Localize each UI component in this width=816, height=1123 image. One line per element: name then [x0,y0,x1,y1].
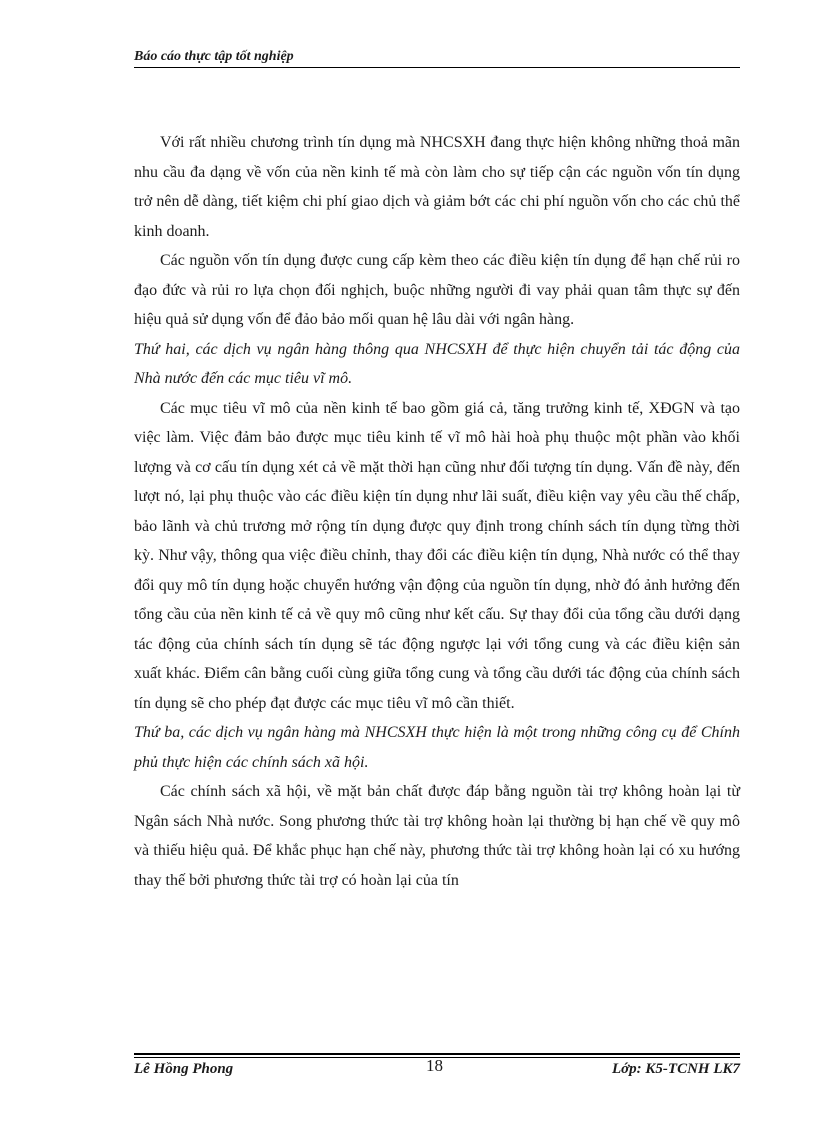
heading-second-point: Thứ hai, các dịch vụ ngân hàng thông qua NHCSXH để thực hiện chuyển tải tác động của Nhà nước đến các mục tiêu vĩ mô. [134,340,740,387]
page-header-title: Báo cáo thực tập tốt nghiệp [134,49,294,64]
footer-class-label: Lớp: K5-TCNH LK7 [611,1061,740,1077]
document-body [134,128,740,895]
heading-third-point: Thứ ba, các dịch vụ ngân hàng mà NHCSXH thực hiện là một trong những công cụ để Chính phủ thực hiện các chính sách xã hội. [134,724,740,771]
footer-rule-top [134,1053,740,1055]
paragraph-macro-goals: Các mục tiêu vĩ mô của nền kinh tế bao gồm giá cả, tăng trưởng kinh tế, XĐGN và tạo việc làm. Việc đảm bảo được mục tiêu kinh tế vĩ mô hài hoà phụ thuộc một phần vào khối lượng và cơ cấu tín dụng xét cả về mặt thời hạn cũng như đối tượng tín dụng. Vấn đề này, đến lượt nó, lại phụ thuộc vào các điều kiện tín dụng như lãi suất, điều kiện vay yêu cầu thế chấp, bảo lãnh và chủ trương mở rộng tín dụng được quy định trong chính sách tín dụng từng thời kỳ. Như vậy, thông qua việc điều chỉnh, thay đổi các điều kiện tín dụng, Nhà nước có thể thay đổi quy mô tín dụng hoặc chuyển hướng vận động của nguồn tín dụng, nhờ đó ảnh hưởng đến tổng cầu của nền kinh tế cả về quy mô cũng như kết cấu. Sự thay đổi của tổng cầu dưới dạng tác động của chính sách tín dụng sẽ tác động ngược lại với tổng cung và các điều kiện sản xuất khác. Điểm cân bằng cuối cùng giữa tổng cung và tổng cầu dưới tác động của chính sách tín dụng sẽ cho phép đạt được các mục tiêu vĩ mô cần thiết. [134,399,740,712]
footer-author: Lê Hồng Phong [134,1061,234,1077]
paragraph-social-policy: Các chính sách xã hội, về mặt bản chất được đáp bằng nguồn tài trợ không hoàn lại từ Ngân sách Nhà nước. Song phương thức tài trợ không hoàn lại thường bị hạn chế về quy mô và thiếu hiệu quả. Để khắc phục hạn chế này, phương thức tài trợ không hoàn lại có xu hướng thay thế bởi phương thức tài trợ có hoàn lại của tín [134,783,740,889]
paragraph-credit-conditions: Các nguồn vốn tín dụng được cung cấp kèm theo các điều kiện tín dụng để hạn chế rủi ro đạo đức và rủi ro lựa chọn đối nghịch, buộc những người đi vay phải quan tâm thực sự đến hiệu quả sử dụng vốn để đảo bảo mối quan hệ lâu dài với ngân hàng. [134,252,740,328]
page-number: 18 [426,1056,443,1075]
header-rule [134,67,740,68]
paragraph-credit-programs: Với rất nhiều chương trình tín dụng mà NHCSXH đang thực hiện không những thoả mãn nhu cầu đa dạng về vốn của nền kinh tế mà còn làm cho sự tiếp cận các nguồn vốn tín dụng trở nên dễ dàng, tiết kiệm chi phí giao dịch và giảm bớt các chi phí nguồn vốn cho các chủ thể kinh doanh. [134,134,740,240]
